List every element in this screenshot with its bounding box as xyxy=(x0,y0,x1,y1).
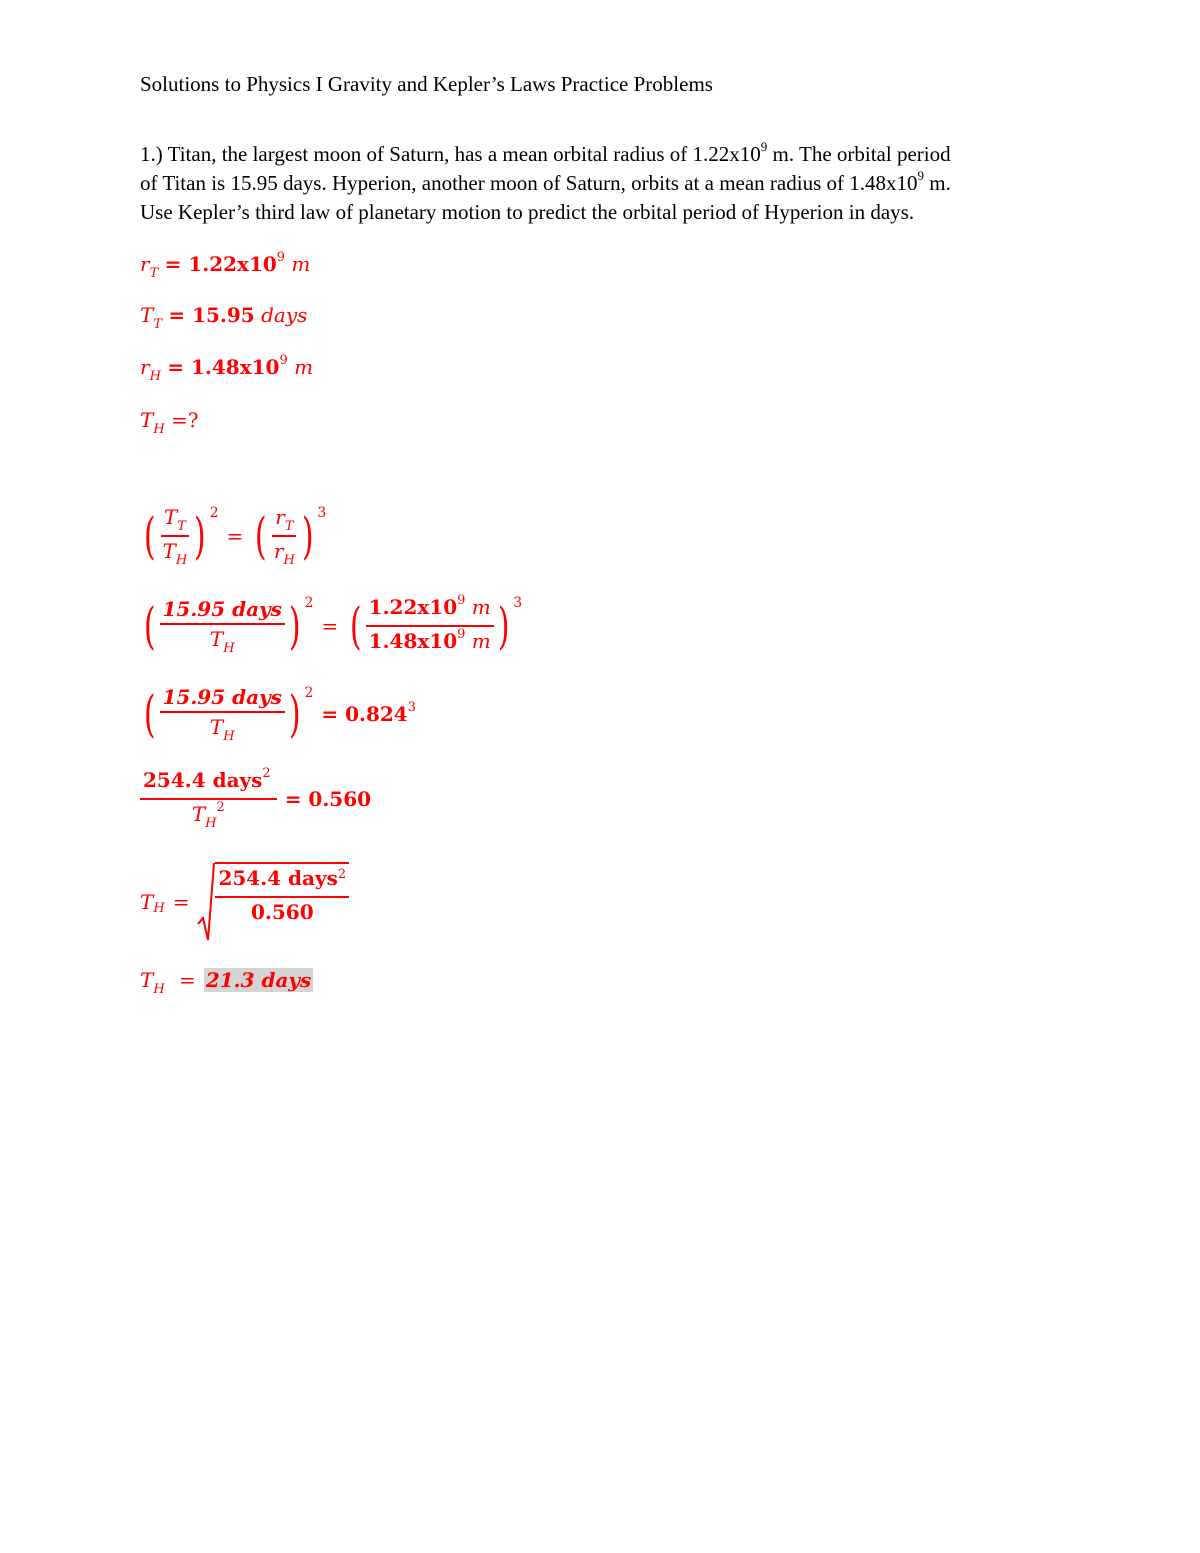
right-paren: ) xyxy=(288,597,301,655)
problem-statement xyxy=(140,140,1070,227)
equals-sign: = xyxy=(179,968,196,992)
exponent: 2 xyxy=(209,505,219,521)
value: 1.48x10 xyxy=(368,629,458,653)
fraction-radii xyxy=(366,595,494,657)
left-paren: ( xyxy=(143,507,156,565)
denominator xyxy=(207,625,238,655)
given-r-titan xyxy=(140,250,311,281)
subscript: T xyxy=(149,266,159,281)
left-paren: ( xyxy=(350,597,362,655)
exponent: 3 xyxy=(407,700,417,715)
numerator xyxy=(215,866,349,898)
answer-value: 21.3 days xyxy=(205,968,312,992)
subscript: H xyxy=(283,553,295,568)
value: = 1.48x10 xyxy=(167,355,280,379)
exponent: 3 xyxy=(317,505,327,521)
symbol: T xyxy=(140,303,154,327)
left-paren: ( xyxy=(255,507,268,565)
symbol: T xyxy=(162,539,176,563)
symbol: r xyxy=(140,252,150,276)
square-root xyxy=(197,862,349,942)
symbol: T xyxy=(191,802,206,826)
denominator xyxy=(366,627,494,657)
right-paren: ) xyxy=(301,507,314,565)
rhs: = 0.560 xyxy=(284,787,372,811)
value: = 15.95 xyxy=(168,303,255,327)
subscript: T xyxy=(153,317,163,332)
equals-sign: = xyxy=(226,524,244,548)
value: = 1.22x10 xyxy=(164,252,277,276)
given-T-titan xyxy=(140,303,308,332)
value: 15.95 days xyxy=(162,685,282,709)
rhs xyxy=(321,702,416,726)
exponent: 2 xyxy=(216,800,225,815)
subscript: H xyxy=(175,553,188,568)
problem-line-2 xyxy=(140,169,1070,198)
value: 0.560 xyxy=(250,900,314,924)
radicand xyxy=(215,862,349,924)
subscript: H xyxy=(153,422,165,437)
right-paren: ) xyxy=(288,685,301,743)
left-paren: ( xyxy=(143,597,156,655)
numerator xyxy=(366,595,494,627)
left-paren: ( xyxy=(143,685,156,743)
subscript: H xyxy=(149,369,161,384)
fraction xyxy=(215,866,349,924)
fraction-periods xyxy=(160,685,285,743)
right-paren: ) xyxy=(194,507,206,565)
symbol: T xyxy=(163,505,178,529)
denominator xyxy=(248,898,317,924)
final-answer xyxy=(140,968,313,997)
symbol: r xyxy=(273,539,284,563)
subscript: H xyxy=(153,982,165,997)
subscript: H xyxy=(223,729,235,744)
fraction xyxy=(140,768,277,830)
square-root-equation xyxy=(140,862,349,942)
unit: m xyxy=(291,252,311,276)
fraction-periods xyxy=(160,505,191,567)
kepler-equation xyxy=(140,505,326,567)
symbol: T xyxy=(140,890,154,914)
symbol: r xyxy=(140,355,150,379)
unit: m xyxy=(471,629,491,653)
fraction-radii xyxy=(271,505,298,567)
symbol: T xyxy=(209,627,224,651)
problem-line-1 xyxy=(140,140,1070,169)
unit: m xyxy=(294,355,314,379)
problem-line-2-text: of Titan is 15.95 days. Hyperion, another moon of Saturn, orbits at a mean radius of 1.48x10 xyxy=(140,171,918,195)
exponent: 9 xyxy=(279,353,288,368)
substitution-equation xyxy=(140,595,522,657)
value: 254.4 days xyxy=(218,866,338,890)
unknown: =? xyxy=(171,408,199,432)
exponent: 9 xyxy=(276,250,286,265)
exponent: 2 xyxy=(262,766,271,781)
denominator xyxy=(271,537,298,567)
simplified-ratio-equation xyxy=(140,685,416,743)
denominator xyxy=(207,713,238,743)
given-r-hyperion xyxy=(140,353,314,384)
numerator xyxy=(160,597,285,625)
problem-line-2-exponent: 9 xyxy=(917,168,924,183)
numerator xyxy=(161,505,189,537)
subscript: H xyxy=(205,816,217,831)
unit: m xyxy=(471,595,491,619)
numerator xyxy=(140,768,277,800)
subscript: T xyxy=(284,519,294,534)
exponent: 9 xyxy=(457,627,466,642)
symbol: T xyxy=(209,715,224,739)
denominator xyxy=(160,537,191,567)
problem-line-3: Use Kepler’s third law of planetary motion to predict the orbital period of Hyperion in days. xyxy=(140,200,915,224)
problem-line-1-tail: m. The orbital period xyxy=(767,142,951,166)
squared-equation xyxy=(140,768,371,830)
page-title: Solutions to Physics I Gravity and Kepler’s Laws Practice Problems xyxy=(140,72,713,96)
problem-line-1-text: 1.) Titan, the largest moon of Saturn, has a mean orbital radius of 1.22x10 xyxy=(140,142,761,166)
right-paren: ) xyxy=(497,597,510,655)
problem-line-1-exponent: 9 xyxy=(760,139,768,154)
exponent: 2 xyxy=(304,685,314,701)
numerator xyxy=(272,505,296,537)
subscript: T xyxy=(177,519,186,534)
symbol: r xyxy=(275,505,285,529)
value: 15.95 days xyxy=(162,597,282,621)
numerator xyxy=(160,685,285,713)
subscript: H xyxy=(223,641,235,656)
unit: days xyxy=(261,303,308,327)
exponent: 3 xyxy=(513,595,523,611)
symbol: T xyxy=(140,408,154,432)
problem-line-2-tail: m. xyxy=(923,171,951,195)
denominator xyxy=(189,800,228,830)
equals-sign: = xyxy=(321,614,339,638)
given-T-hyperion xyxy=(140,408,199,437)
equals-sign: = xyxy=(172,890,190,914)
exponent: 2 xyxy=(337,867,347,882)
exponent: 9 xyxy=(457,593,466,608)
value: = 0.824 xyxy=(321,702,408,726)
fraction-periods xyxy=(160,597,285,655)
value: 254.4 days xyxy=(143,768,263,792)
radical-sign-icon xyxy=(197,862,215,942)
exponent: 2 xyxy=(304,595,314,611)
subscript: H xyxy=(153,900,165,916)
value: 1.22x10 xyxy=(368,595,458,619)
symbol: T xyxy=(140,968,154,992)
